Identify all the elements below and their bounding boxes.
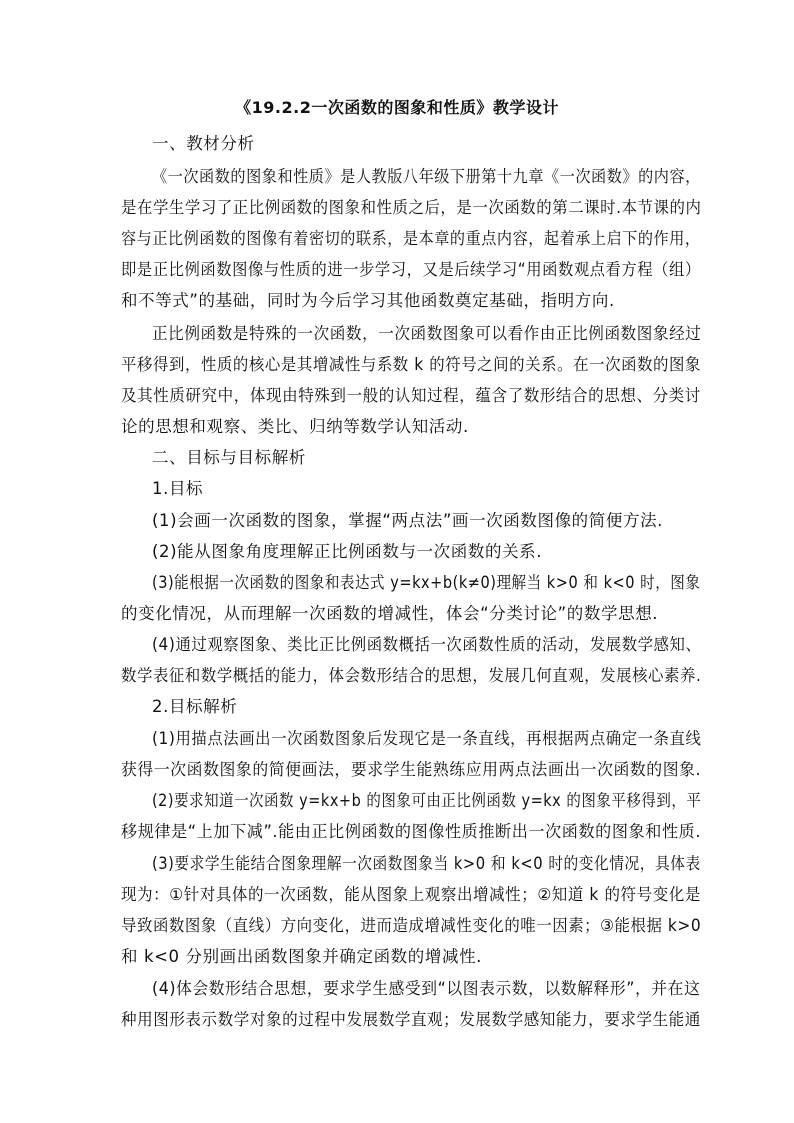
analysis-item: (2)要求知道一次函数 y=kx+b 的图象可由正比例函数 y=kx 的图象平移得到，平 [152,791,702,810]
document-title: 《19.2.2一次函数的图象和性质》教学设计 [235,98,559,117]
analysis-item-continued: 获得一次函数图象的简便画法，要求学生能熟练应用两点法画出一次函数的图象. [121,760,702,779]
analysis-item-continued: 种用图形表示数学对象的过程中发展数学直观；发展数学感知能力，要求学生能通 [121,1010,701,1029]
goal-item-continued: 的变化情况，从而理解一次函数的增减性，体会“分类讨论”的数学思想. [121,604,659,623]
paragraph-line: 《一次函数的图象和性质》是人教版八年级下册第十九章《一次函数》的内容， [152,167,701,186]
paragraph-line: 是在学生学习了正比例函数的图象和性质之后，是一次函数的第二课时.本节课的内 [121,198,702,217]
analysis-item: (3)要求学生能结合图象理解一次函数图象当 k>0 和 k<0 时的变化情况，具体表 [152,854,701,873]
subsection-heading-goals: 1.目标 [152,479,204,498]
section-heading-textbook-analysis: 一、教材分析 [152,134,255,153]
goal-item: (2)能从图象角度理解正比例函数与一次函数的关系. [152,542,543,561]
goal-item: (3)能根据一次函数的图象和表达式 y=kx+b(k≠0)理解当 k>0 和 k<0 时，图象 [152,573,701,592]
goal-item: (4)通过观察图象、类比正比例函数概括一次函数性质的活动，发展数学感知、 [152,635,702,654]
analysis-item-continued: 现为：①针对具体的一次函数，能从图象上观察出增减性；②知道 k 的符号变化是 [121,885,701,904]
analysis-item: (4)体会数形结合思想，要求学生感受到“以图表示数，以数解释形”，并在这 [152,979,701,998]
paragraph-line: 正比例函数是特殊的一次函数，一次函数图象可以看作由正比例函数图象经过 [152,324,702,343]
paragraph-line: 论的思想和观察、类比、归纳等数学认知活动. [121,417,469,436]
paragraph-line: 即是正比例函数图像与性质的进一步学习，又是后续学习“用函数观点看方程（组） [121,260,701,279]
goal-item: (1)会画一次函数的图象，掌握“两点法”画一次函数图像的简便方法. [152,511,664,530]
analysis-item-continued: 和 k<0 分别画出函数图象并确定函数的增减性. [121,947,483,966]
analysis-item-continued: 导致函数图象（直线）方向变化，进而造成增减性变化的唯一因素；③能根据 k>0 [121,916,702,935]
analysis-item-continued: 移规律是“上加下减”.能由正比例函数的图像性质推断出一次函数的图象和性质. [121,822,702,841]
paragraph-line: 容与正比例函数的图像有着密切的联系，是本章的重点内容，起着承上启下的作用， [121,229,701,248]
subsection-heading-goal-analysis: 2.目标解析 [152,697,238,716]
section-heading-goals: 二、目标与目标解析 [152,448,306,467]
paragraph-line: 及其性质研究中，体现由特殊到一般的认知过程，蕴含了数形结合的思想、分类讨 [121,386,701,405]
goal-item-continued: 数学表征和数学概括的能力，体会数形结合的思想，发展几何直观，发展核心素养. [121,666,702,685]
analysis-item: (1)用描点法画出一次函数图象后发现它是一条直线，再根据两点确定一条直线 [152,729,702,748]
paragraph-line: 平移得到，性质的核心是其增减性与系数 k 的符号之间的关系。在一次函数的图象 [121,355,702,374]
paragraph-line: 和不等式”的基础，同时为今后学习其他函数奠定基础，指明方向. [121,291,615,310]
